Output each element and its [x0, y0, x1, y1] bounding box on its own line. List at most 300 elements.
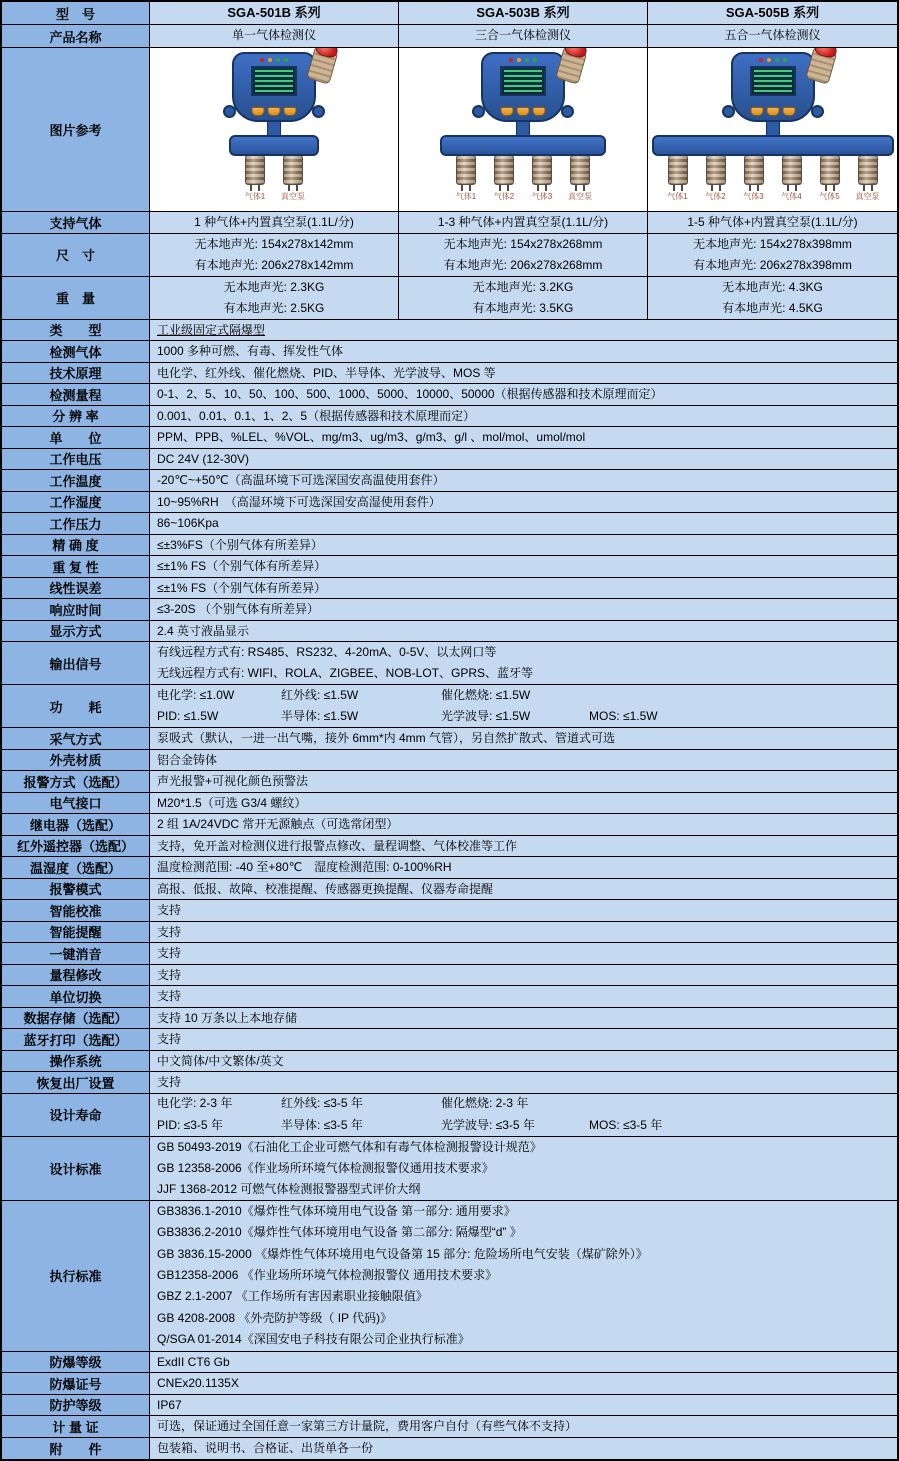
- value-line: JJF 1368-2012 可燃气体检测报警器型式评价大纲: [157, 1181, 421, 1196]
- row-label: 重 量: [2, 277, 150, 320]
- value-lines: [150, 277, 398, 319]
- value-lines: [150, 25, 398, 47]
- value-line: 五合一气体检测仪: [724, 28, 821, 43]
- value-lines: [150, 1094, 897, 1136]
- value-segment: PID: ≤1.5W: [157, 709, 219, 723]
- row-value: [150, 857, 897, 879]
- value-lines: [150, 922, 897, 943]
- value-lines: [150, 556, 897, 577]
- value-segment: 催化燃烧: 2-3 年: [441, 1096, 529, 1110]
- value-line: 包装箱、说明书、合格证、出货单各一份: [157, 1440, 374, 1455]
- row-value: [150, 384, 897, 406]
- device-button-icon: [252, 107, 265, 116]
- value-line: SGA-503B 系列: [476, 5, 570, 21]
- row-value: [150, 578, 897, 600]
- sensor-pod-body: [706, 155, 726, 185]
- value-line: 无本地声光: 154x278x142mm: [194, 236, 354, 251]
- value-lines: [399, 234, 647, 276]
- row-label: 蓝牙打印（选配）: [2, 1029, 150, 1051]
- value-lines: [150, 836, 897, 857]
- device-buttons: [252, 107, 297, 116]
- table-row: [2, 728, 897, 750]
- sensor-pod: [485, 155, 523, 201]
- pod-label: 气体3: [743, 192, 764, 201]
- sensor-pod-body: [782, 155, 802, 185]
- sensor-pod: [659, 155, 697, 201]
- device-screen: [500, 66, 546, 96]
- row-value: [399, 2, 648, 25]
- pod-label: 气体1: [455, 192, 477, 201]
- row-value: [150, 234, 399, 277]
- row-value: [150, 363, 897, 385]
- value-line: ExdII CT6 Gb: [157, 1354, 230, 1369]
- row-label: 执行标准: [2, 1201, 150, 1352]
- table-row: [2, 943, 897, 965]
- value-lines: [150, 943, 897, 964]
- value-lines: [150, 599, 897, 620]
- row-label: 一键消音: [2, 943, 150, 965]
- sensor-pod-body: [532, 155, 552, 185]
- table-row: [2, 406, 897, 428]
- table-row: [2, 986, 897, 1008]
- sensor-pod-body: [283, 155, 303, 185]
- value-lines: [150, 535, 897, 556]
- status-leds-icon: [759, 58, 787, 62]
- table-row: [2, 965, 897, 987]
- row-label: 单位切换: [2, 986, 150, 1008]
- table-row: [2, 814, 897, 836]
- row-value: [150, 1395, 897, 1417]
- device-buttons: [750, 107, 795, 116]
- device-button-icon: [517, 107, 530, 116]
- row-label: 温湿度（选配）: [2, 857, 150, 879]
- value-line: IP67: [157, 1397, 182, 1412]
- value-line: 1000 多种可燃、有毒、挥发性气体: [157, 344, 344, 358]
- value-line: [150, 685, 897, 706]
- row-label: 恢复出厂设置: [2, 1072, 150, 1094]
- row-value: [150, 1373, 897, 1395]
- value-line: 1-3 种气体+内置真空泵(1.1L/分): [437, 215, 609, 229]
- row-value: [150, 685, 897, 728]
- value-lines: [150, 234, 398, 276]
- device-button-icon: [533, 107, 546, 116]
- alarm-dome-icon: [314, 48, 339, 59]
- value-line: 无线远程方式有: WIFI、ROLA、ZIGBEE、NOB-LOT、GPRS、蓝牙等: [157, 666, 534, 680]
- value-line: 支持: [157, 1032, 182, 1046]
- row-label: 分 辨 率: [2, 406, 150, 428]
- table-row: [2, 363, 897, 385]
- value-lines: [150, 750, 897, 771]
- row-value: [648, 2, 897, 25]
- value-line: 1 种气体+内置真空泵(1.1L/分): [194, 215, 354, 229]
- row-value: [648, 25, 897, 48]
- value-line: 无本地声光: 4.3KG: [722, 279, 823, 294]
- led-dot-icon: [533, 58, 537, 62]
- value-lines: [150, 1373, 897, 1394]
- sensor-pod-body: [245, 155, 265, 185]
- detector-head: [731, 52, 815, 122]
- status-leds-icon: [509, 58, 537, 62]
- value-lines: [648, 212, 897, 233]
- row-value: [150, 449, 897, 471]
- pod-label: 真空泵: [281, 192, 305, 201]
- value-lines: [150, 814, 897, 835]
- row-value: [648, 234, 897, 277]
- table-row: [2, 771, 897, 793]
- product-image-cell: [399, 48, 648, 212]
- value-line: 温度检测范围: -40 至+80℃ 湿度检测范围: 0-100%RH: [157, 860, 452, 874]
- table-row: [2, 320, 897, 342]
- row-label: 图片参考: [2, 48, 150, 212]
- value-line: SGA-501B 系列: [227, 5, 321, 21]
- value-line: M20*1.5（可选 G3/4 螺纹）: [157, 795, 307, 810]
- led-dot-icon: [759, 58, 763, 62]
- row-label: 防爆等级: [2, 1352, 150, 1374]
- row-value: [150, 965, 897, 987]
- table-row: [2, 836, 897, 858]
- row-value: [150, 879, 897, 901]
- product-image: [150, 48, 398, 208]
- table-row: [2, 1072, 897, 1094]
- sensor-pod: [274, 155, 312, 201]
- value-line: 10~95%RH （高湿环境下可选深国安高湿使用套件）: [157, 494, 441, 509]
- row-value: [648, 277, 897, 320]
- pod-label: 气体3: [531, 192, 553, 201]
- table-row: [2, 277, 897, 320]
- device-button-icon: [268, 107, 281, 116]
- led-dot-icon: [517, 58, 521, 62]
- table-row: [2, 1416, 897, 1438]
- value-lines: [150, 492, 897, 513]
- row-value: [150, 922, 897, 944]
- row-value: [150, 535, 897, 557]
- row-value: [150, 943, 897, 965]
- alarm-dome-icon: [813, 48, 838, 59]
- row-label: 计 量 证: [2, 1416, 150, 1438]
- led-dot-icon: [284, 58, 288, 62]
- value-line: ≤±3%FS（个别气体有所差异）: [157, 537, 323, 552]
- sensor-pod-body: [858, 155, 878, 185]
- row-value: [150, 320, 897, 342]
- row-label: 线性误差: [2, 578, 150, 600]
- row-value: [150, 599, 897, 621]
- value-line: [150, 1094, 897, 1115]
- row-value: [150, 513, 897, 535]
- row-value: [150, 1072, 897, 1094]
- table-row: [2, 922, 897, 944]
- value-lines: [150, 900, 897, 921]
- device-buttons: [501, 107, 546, 116]
- value-line: 有线远程方式有: RS485、RS232、4-20mA、0-5V、以太网口等: [157, 645, 497, 659]
- row-label: 检测气体: [2, 341, 150, 363]
- value-lines: [150, 965, 897, 986]
- value-lines: [150, 1008, 897, 1029]
- led-dot-icon: [509, 58, 513, 62]
- table-row: [2, 212, 897, 234]
- row-value: [150, 492, 897, 514]
- alarm-dome-icon: [563, 48, 588, 59]
- product-image: [399, 48, 647, 208]
- value-line: 无本地声光: 2.3KG: [223, 279, 325, 294]
- table-row: [2, 1051, 897, 1073]
- value-line: GB 12358-2006《作业场所环境气体检测报警仪通用技术要求》: [157, 1160, 494, 1175]
- row-label: 数据存储（选配）: [2, 1008, 150, 1030]
- table-row: [2, 492, 897, 514]
- pod-label: 气体2: [493, 192, 515, 201]
- value-segment: 光学波导: ≤1.5W: [441, 709, 531, 723]
- value-line: 中文简体/中文繁体/英文: [157, 1053, 284, 1068]
- value-line: CNEx20.1135X: [157, 1376, 239, 1390]
- row-label: 型 号: [2, 2, 150, 25]
- value-segment: MOS: ≤1.5W: [589, 709, 658, 723]
- table-row: [2, 449, 897, 471]
- sensor-pod: [735, 155, 773, 201]
- row-label: 技术原理: [2, 363, 150, 385]
- device-button-icon: [501, 107, 514, 116]
- row-value: [150, 427, 897, 449]
- value-lines: [150, 857, 897, 878]
- device-button-icon: [766, 107, 779, 116]
- screen-readout: [255, 70, 293, 92]
- row-label: 产品名称: [2, 25, 150, 48]
- value-lines: [399, 277, 647, 319]
- value-line: ≤±1% FS（个别气体有所差异）: [157, 559, 327, 573]
- table-row: [2, 685, 897, 728]
- value-line: 支持: [157, 967, 182, 982]
- row-value: [150, 1201, 897, 1352]
- table-row: [2, 234, 897, 277]
- value-lines: [399, 2, 647, 24]
- table-row: [2, 621, 897, 643]
- table-row: [2, 427, 897, 449]
- sensor-pod-body: [668, 155, 688, 185]
- value-lines: [150, 212, 398, 233]
- table-row: [2, 900, 897, 922]
- table-row: [2, 1008, 897, 1030]
- value-lines: [150, 1072, 897, 1093]
- row-value: [150, 1094, 897, 1137]
- value-segment: 电化学: 2-3 年: [157, 1096, 233, 1110]
- value-segment: 半导体: ≤3-5 年: [281, 1117, 363, 1132]
- value-line: Q/SGA 01-2014《深国安电子科技有限公司企业执行标准》: [157, 1332, 470, 1347]
- table-row: [2, 2, 897, 25]
- led-dot-icon: [260, 58, 264, 62]
- value-lines: [150, 363, 897, 384]
- value-line: 无本地声光: 154x278x398mm: [693, 236, 852, 251]
- value-lines: [399, 25, 647, 47]
- row-label: 工作湿度: [2, 492, 150, 514]
- row-value: [648, 212, 897, 234]
- row-value: [150, 900, 897, 922]
- row-label: 报警模式: [2, 879, 150, 901]
- row-label: 检测量程: [2, 384, 150, 406]
- value-line: 支持，免开盖对检测仪进行报警点修改、量程调整、气体校准等工作: [157, 838, 518, 853]
- value-lines: [150, 1201, 897, 1351]
- table-row: [2, 1201, 897, 1352]
- value-line: 工业级固定式隔爆型: [157, 322, 266, 337]
- sensor-pod: [849, 155, 887, 201]
- value-lines: [150, 642, 897, 684]
- value-line: [150, 1115, 897, 1137]
- row-value: [399, 277, 648, 320]
- value-line: ≤±1% FS（个别气体有所差异）: [157, 580, 327, 595]
- row-label: 工作压力: [2, 513, 150, 535]
- value-line: ≤3-20S （个别气体有所差异）: [157, 602, 319, 616]
- row-value: [150, 1416, 897, 1438]
- device-screen: [251, 66, 297, 96]
- detector-head: [232, 52, 316, 122]
- pod-label: 气体5: [819, 192, 840, 201]
- table-row: [2, 556, 897, 578]
- row-value: [150, 212, 399, 234]
- value-segment: 电化学: ≤1.0W: [157, 687, 235, 702]
- value-line: 可选，保证通过全国任意一家第三方计量院，费用客户自付（有些气体不支持）: [157, 1419, 578, 1433]
- screen-readout: [504, 70, 542, 92]
- value-line: 有本地声光: 2.5KG: [223, 300, 325, 315]
- table-row: [2, 879, 897, 901]
- value-line: DC 24V (12-30V): [157, 451, 250, 466]
- value-line: GB 4208-2008 《外壳防护等级（ IP 代码)》: [157, 1310, 393, 1325]
- value-line: GB3836.1-2010《爆炸性气体环境用电气设备 第一部分: 通用要求》: [157, 1204, 516, 1218]
- row-value: [150, 1008, 897, 1030]
- screen-readout: [754, 70, 792, 92]
- value-segment: 催化燃烧: ≤1.5W: [441, 687, 531, 702]
- status-leds-icon: [260, 58, 288, 62]
- value-line: 有本地声光: 206x278x398mm: [693, 257, 852, 272]
- value-line: 支持: [157, 946, 182, 960]
- value-lines: [150, 879, 897, 900]
- row-value: [150, 277, 399, 320]
- sensor-pod-body: [570, 155, 590, 185]
- table-row: [2, 599, 897, 621]
- led-dot-icon: [268, 58, 272, 62]
- value-lines: [150, 470, 897, 491]
- row-label: 报警方式（选配）: [2, 771, 150, 793]
- row-label: 单 位: [2, 427, 150, 449]
- sensor-pods: [659, 155, 887, 201]
- row-label: 重 复 性: [2, 556, 150, 578]
- table-row: [2, 1137, 897, 1202]
- row-label: 红外遥控器（选配）: [2, 836, 150, 858]
- sensor-pod: [811, 155, 849, 201]
- sensor-pod: [697, 155, 735, 201]
- value-lines: [150, 685, 897, 727]
- table-row: [2, 384, 897, 406]
- table-row: [2, 1395, 897, 1417]
- value-line: 有本地声光: 206x278x142mm: [194, 257, 354, 272]
- value-lines: [150, 728, 897, 749]
- value-lines: [150, 1137, 897, 1201]
- value-line: 2.4 英寸液晶显示: [157, 623, 250, 638]
- value-lines: [150, 320, 897, 341]
- sensor-pod: [773, 155, 811, 201]
- value-line: 有本地声光: 206x278x268mm: [443, 257, 603, 272]
- row-label: 响应时间: [2, 599, 150, 621]
- led-dot-icon: [525, 58, 529, 62]
- led-dot-icon: [276, 58, 280, 62]
- value-line: 2 组 1A/24VDC 常开无源触点（可选常闭型）: [157, 817, 399, 831]
- value-line: 声光报警+可视化颜色预警法: [157, 774, 309, 788]
- value-lines: [150, 427, 897, 448]
- value-lines: [648, 234, 897, 276]
- value-line: GB3836.2-2010《爆炸性气体环境用电气设备 第二部分: 隔爆型“d” 》: [157, 1225, 522, 1240]
- value-lines: [648, 2, 897, 24]
- pod-label: 气体4: [781, 192, 802, 201]
- row-label: 精 确 度: [2, 535, 150, 557]
- value-line: 0-1、2、5、10、50、100、500、1000、5000、10000、50000（根据传感器和技术原理而定）: [157, 387, 663, 401]
- value-line: 支持 10 万条以上本地存储: [157, 1010, 298, 1025]
- row-value: [150, 25, 399, 48]
- value-line: 支持: [157, 903, 182, 917]
- row-label: 防爆证号: [2, 1373, 150, 1395]
- value-segment: PID: ≤3-5 年: [157, 1117, 223, 1132]
- value-line: 支持: [157, 1075, 182, 1089]
- row-value: [150, 621, 897, 643]
- row-label: 继电器（选配）: [2, 814, 150, 836]
- value-lines: [150, 771, 897, 792]
- product-image: [648, 48, 897, 208]
- value-line: 单一气体检测仪: [231, 28, 316, 43]
- row-label: 功 耗: [2, 685, 150, 728]
- row-label: 设计寿命: [2, 1094, 150, 1137]
- table-row: [2, 750, 897, 772]
- value-line: 电化学、红外线、催化燃烧、PID、半导体、光学波导、MOS 等: [157, 365, 496, 380]
- value-line: GB 50493-2019《石油化工企业可燃气体和有毒气体检测报警设计规范》: [157, 1139, 542, 1154]
- sensor-pods: [447, 155, 599, 201]
- row-label: 工作电压: [2, 449, 150, 471]
- table-row: [2, 1352, 897, 1374]
- row-value: [150, 470, 897, 492]
- value-lines: [150, 578, 897, 599]
- row-value: [150, 2, 399, 25]
- row-label: 智能校准: [2, 900, 150, 922]
- value-lines: [150, 1029, 897, 1050]
- value-line: GB 3836.15-2000 《爆炸性气体环境用电气设备第 15 部分: 危险场所电气安装（煤矿除外）》: [157, 1246, 648, 1261]
- row-value: [150, 836, 897, 858]
- row-value: [150, 341, 897, 363]
- value-line: 1-5 种气体+内置真空泵(1.1L/分): [687, 215, 858, 229]
- value-lines: [150, 1395, 897, 1416]
- row-value: [150, 771, 897, 793]
- value-lines: [150, 1438, 897, 1460]
- value-line: 支持: [157, 924, 182, 939]
- value-segment: 红外线: ≤1.5W: [281, 687, 359, 702]
- value-line: 无本地声光: 154x278x268mm: [443, 236, 603, 251]
- pod-label: 气体2: [705, 192, 726, 201]
- pod-label: 真空泵: [855, 192, 880, 201]
- device-button-icon: [750, 107, 763, 116]
- pod-label: 气体1: [244, 192, 266, 201]
- table-row: [2, 1438, 897, 1460]
- value-lines: [150, 1416, 897, 1437]
- sensor-pod-body: [494, 155, 514, 185]
- value-line: SGA-505B 系列: [725, 5, 820, 21]
- led-dot-icon: [767, 58, 771, 62]
- value-line: 泵吸式（默认，一进一出气嘴，接外 6mm*内 4mm 气管），另自然扩散式、管道式可选: [157, 731, 616, 745]
- row-value: [399, 212, 648, 234]
- row-value: [150, 728, 897, 750]
- pod-label: 真空泵: [568, 192, 592, 201]
- table-row: [2, 1373, 897, 1395]
- row-label: 附 件: [2, 1438, 150, 1460]
- row-value: [150, 1051, 897, 1073]
- table-row: [2, 1029, 897, 1051]
- row-value: [150, 406, 897, 428]
- row-label: 量程修改: [2, 965, 150, 987]
- value-segment: 光学波导: ≤3-5 年: [441, 1117, 535, 1132]
- row-label: 尺 寸: [2, 234, 150, 277]
- row-value: [150, 642, 897, 685]
